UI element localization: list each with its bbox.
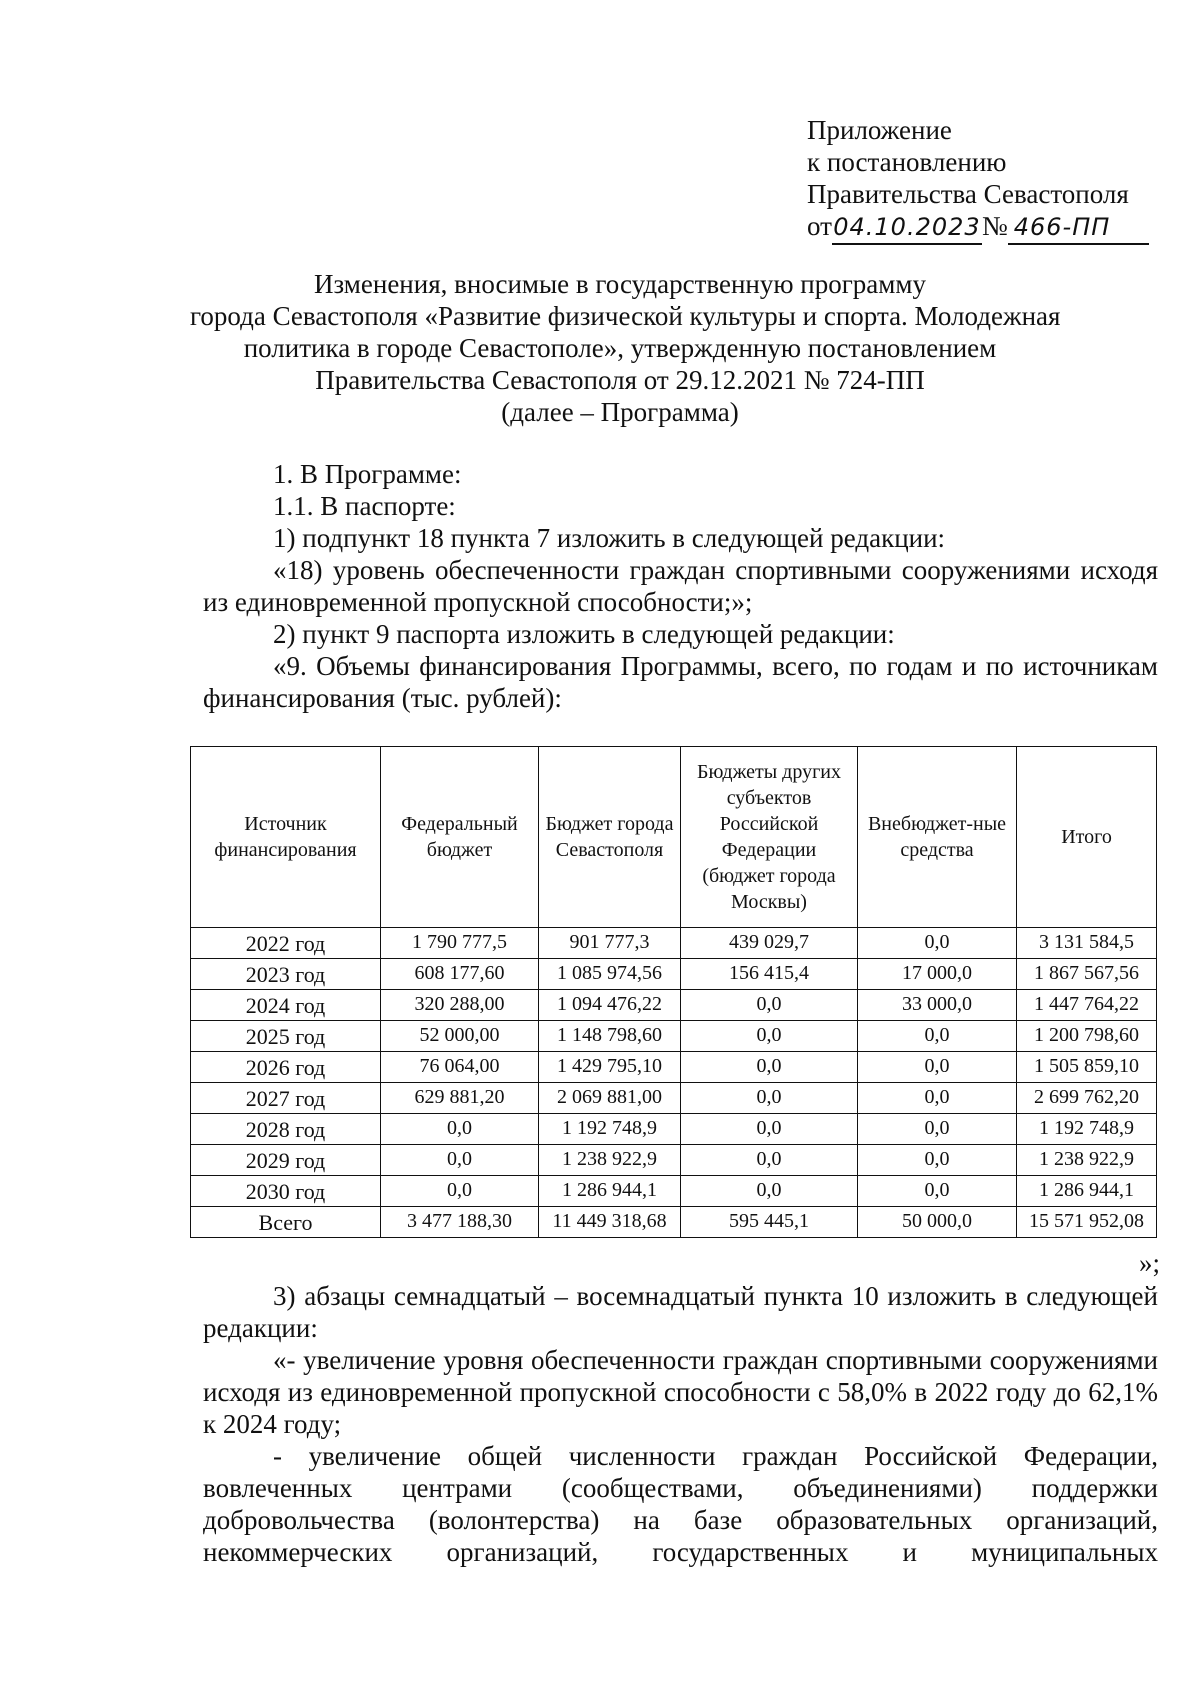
paragraph-item-3: 3) абзацы семнадцатый – восемнадцатый пункта 10 изложить в следующей редакции:	[203, 1281, 1158, 1343]
cell-total: 1 200 798,60	[1017, 1021, 1157, 1052]
header-total: Итого	[1017, 747, 1157, 928]
cell-other: 0,0	[681, 1052, 858, 1083]
paragraph-quote-9: «9. Объемы финансирования Программы, всего, по годам и по источникам финансирования (тыс. рублей):	[203, 651, 1158, 713]
cell-city: 1 148 798,60	[539, 1021, 681, 1052]
header-source: Источник финансирования	[191, 747, 381, 928]
cell-extra: 0,0	[858, 1021, 1017, 1052]
cell-total: 15 571 952,08	[1017, 1207, 1157, 1238]
paragraph-in-program: 1. В Программе:	[273, 459, 462, 489]
cell-other: 0,0	[681, 1083, 858, 1114]
table-row	[191, 1114, 1157, 1145]
cell-city: 1 238 922,9	[539, 1145, 681, 1176]
cell-total: 3 131 584,5	[1017, 928, 1157, 959]
cell-federal: 0,0	[381, 1114, 539, 1145]
table-row-total	[191, 1207, 1157, 1238]
cell-total: 1 505 859,10	[1017, 1052, 1157, 1083]
cell-year: 2030 год	[191, 1176, 381, 1207]
annex-date-number-line	[807, 210, 1149, 245]
cell-federal: 0,0	[381, 1145, 539, 1176]
table-header-row	[191, 747, 1157, 928]
section-1	[203, 458, 1158, 714]
title-line-1: Изменения, вносимые в государственную программу	[314, 269, 926, 299]
cell-total: 1 447 764,22	[1017, 990, 1157, 1021]
cell-other: 0,0	[681, 1114, 858, 1145]
handwritten-number: 466-ПП	[1008, 211, 1149, 245]
section-3	[203, 1280, 1158, 1568]
table-row	[191, 1083, 1157, 1114]
header-federal: Федеральный бюджет	[381, 747, 539, 928]
cell-federal: 1 790 777,5	[381, 928, 539, 959]
cell-extra: 0,0	[858, 1114, 1017, 1145]
cell-year: 2025 год	[191, 1021, 381, 1052]
cell-extra: 0,0	[858, 928, 1017, 959]
table-row	[191, 1021, 1157, 1052]
cell-city: 1 192 748,9	[539, 1114, 681, 1145]
table-row	[191, 990, 1157, 1021]
document-title	[190, 268, 1061, 428]
title-line-4: Правительства Севастополя от 29.12.2021 № 724-ПП	[315, 365, 925, 395]
cell-city: 1 094 476,22	[539, 990, 681, 1021]
cell-total: 1 192 748,9	[1017, 1114, 1157, 1145]
cell-city: 1 085 974,56	[539, 959, 681, 990]
cell-federal: 608 177,60	[381, 959, 539, 990]
paragraph-quote-increase-level: «- увеличение уровня обеспеченности граждан спортивными сооружениями исходя из единовременной пропускной способности с 58,0% в 2022 году до 62,1% к 2024 году;	[203, 1345, 1158, 1439]
title-line-2: города Севастополя «Развитие физической культуры и спорта. Молодежная	[190, 301, 1061, 331]
annex-header	[807, 114, 1149, 245]
paragraph-in-passport: 1.1. В паспорте:	[273, 491, 456, 521]
financing-table	[190, 746, 1157, 1238]
cell-city: 901 777,3	[539, 928, 681, 959]
cell-year: 2023 год	[191, 959, 381, 990]
cell-other: 439 029,7	[681, 928, 858, 959]
cell-total: 2 699 762,20	[1017, 1083, 1157, 1114]
cell-extra: 0,0	[858, 1083, 1017, 1114]
header-other-subjects: Бюджеты других субъектов Российской Федерации (бюджет города Москвы)	[681, 747, 858, 928]
cell-other: 0,0	[681, 1145, 858, 1176]
table-row	[191, 1176, 1157, 1207]
annex-line-1: Приложение	[807, 115, 952, 145]
cell-city: 1 429 795,10	[539, 1052, 681, 1083]
table-row	[191, 959, 1157, 990]
cell-city: 1 286 944,1	[539, 1176, 681, 1207]
cell-other: 0,0	[681, 990, 858, 1021]
cell-city: 2 069 881,00	[539, 1083, 681, 1114]
table-closing-quote: »;	[1138, 1248, 1160, 1278]
cell-other: 0,0	[681, 1021, 858, 1052]
header-city-budget: Бюджет города Севастополя	[539, 747, 681, 928]
cell-year: 2026 год	[191, 1052, 381, 1083]
cell-extra: 0,0	[858, 1052, 1017, 1083]
cell-year: 2028 год	[191, 1114, 381, 1145]
cell-year: Всего	[191, 1207, 381, 1238]
cell-federal: 76 064,00	[381, 1052, 539, 1083]
cell-extra: 0,0	[858, 1145, 1017, 1176]
number-sign: №	[981, 211, 1008, 241]
cell-year: 2024 год	[191, 990, 381, 1021]
annex-line-2: к постановлению	[807, 147, 1007, 177]
cell-federal: 320 288,00	[381, 990, 539, 1021]
cell-extra: 17 000,0	[858, 959, 1017, 990]
table-row	[191, 1052, 1157, 1083]
cell-federal: 52 000,00	[381, 1021, 539, 1052]
cell-total: 1 238 922,9	[1017, 1145, 1157, 1176]
cell-federal: 3 477 188,30	[381, 1207, 539, 1238]
table-row	[191, 1145, 1157, 1176]
paragraph-quote-18: «18) уровень обеспеченности граждан спортивными сооружениями исходя из единовременной пропускной способности;»;	[203, 555, 1158, 617]
cell-other: 595 445,1	[681, 1207, 858, 1238]
annex-line-3: Правительства Севастополя	[807, 179, 1129, 209]
cell-city: 11 449 318,68	[539, 1207, 681, 1238]
paragraph-subitem-18: 1) подпункт 18 пункта 7 изложить в следующей редакции:	[273, 523, 946, 553]
header-extrabudgetary: Внебюджет-ные средства	[858, 747, 1017, 928]
table-row	[191, 928, 1157, 959]
cell-extra: 0,0	[858, 1176, 1017, 1207]
paragraph-increase-volunteers: - увеличение общей численности граждан Российской Федерации, вовлеченных центрами (сообществами, объединениями) поддержки добровольчества (волонтерства) на базе образовательных организаций, некоммерческих организаций, государственных и муниципальных	[203, 1441, 1158, 1567]
annex-ot: от	[807, 211, 832, 241]
cell-extra: 50 000,0	[858, 1207, 1017, 1238]
title-line-5: (далее – Программа)	[501, 397, 739, 427]
cell-federal: 629 881,20	[381, 1083, 539, 1114]
cell-extra: 33 000,0	[858, 990, 1017, 1021]
cell-other: 0,0	[681, 1176, 858, 1207]
paragraph-item-9: 2) пункт 9 паспорта изложить в следующей редакции:	[273, 619, 895, 649]
cell-year: 2029 год	[191, 1145, 381, 1176]
cell-year: 2022 год	[191, 928, 381, 959]
cell-federal: 0,0	[381, 1176, 539, 1207]
cell-total: 1 867 567,56	[1017, 959, 1157, 990]
handwritten-date: 04.10.2023	[832, 211, 982, 245]
title-line-3: политика в городе Севастополе», утвержденную постановлением	[243, 333, 997, 363]
cell-other: 156 415,4	[681, 959, 858, 990]
cell-year: 2027 год	[191, 1083, 381, 1114]
cell-total: 1 286 944,1	[1017, 1176, 1157, 1207]
